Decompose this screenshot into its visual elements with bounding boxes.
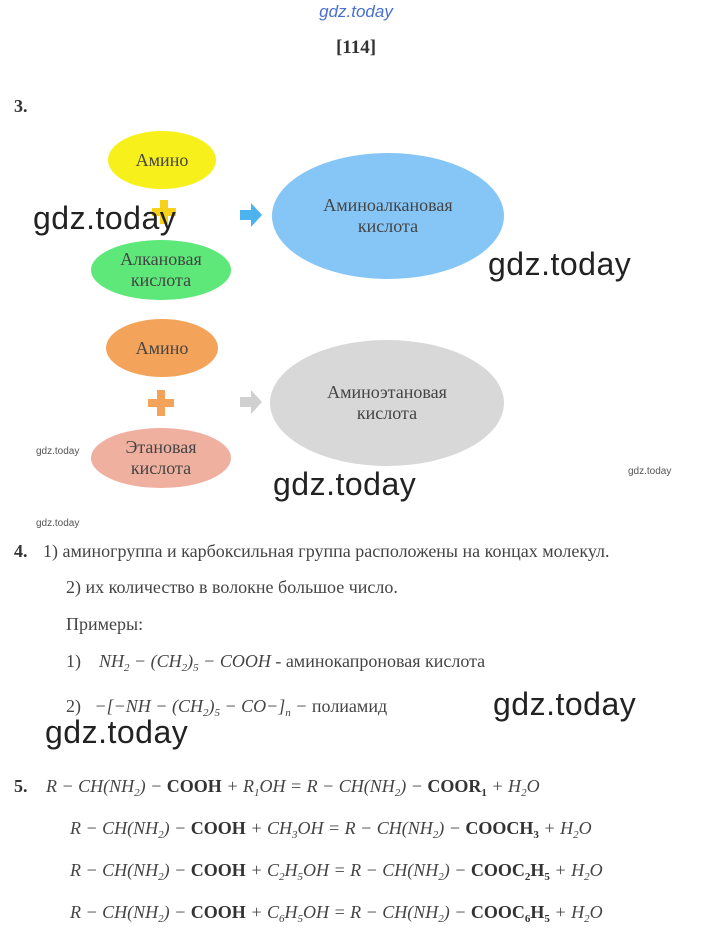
task-5-number: 5. (14, 776, 28, 796)
arrow-right-icon (240, 390, 262, 414)
watermark-small: gdz.today (36, 518, 80, 529)
watermark: gdz.today (273, 466, 417, 502)
equation-2: $R - CH(NH_2)$ − COOH + $CH_3OH = R - CH(NH_2)$ − $COOCH_3 + H_2O$ (70, 818, 592, 841)
diagram2-amino-label: Амино (135, 337, 189, 358)
equation-1: $R - CH(NH_2)$ − COOH + $R_1OH = R - CH(NH_2)$ − $COOR_1 + H_2O$ (46, 776, 540, 799)
watermark: gdz.today (488, 246, 632, 282)
diagram2-amino-ellipse (106, 319, 218, 377)
diagram2-ethane-line1: Этановая (125, 437, 197, 457)
watermark-small: gdz.today (36, 446, 80, 457)
task4-line2: 2) их количество в волокне большое число. (66, 577, 398, 597)
task4-example1 (66, 651, 485, 672)
task4-examples-label: Примеры: (66, 614, 144, 634)
diagram1-alkane-line1: Алкановая (120, 249, 202, 269)
watermark: gdz.today (33, 200, 177, 236)
diagram1-result-line2: кислота (357, 216, 419, 236)
equation-3: $R - CH(NH_2)$ − COOH + $C_2H_5OH = R - CH(NH_2)$ − $COOC_2H_5 + H_2O$ (70, 860, 603, 883)
diagram2-result-line2: кислота (356, 403, 418, 423)
watermark: gdz.today (493, 686, 637, 722)
arrow-right-icon (240, 203, 262, 227)
example1-formula: $NH_2 - (CH_2)_5$ − COOH (99, 651, 271, 674)
diagram1-alkane-line2: кислота (130, 270, 192, 290)
plus-icon (148, 390, 174, 416)
task4-example2 (66, 696, 387, 717)
example2-number: 2) (66, 696, 81, 716)
example1-number: 1) (66, 651, 81, 671)
task-3-number: 3. (14, 96, 28, 116)
diagram1-amino-ellipse (108, 131, 216, 189)
watermark: gdz.today (45, 714, 189, 750)
example1-name: - аминокапроновая кислота (275, 651, 486, 671)
page-number: [114] (335, 37, 377, 58)
task4-line1: 1) аминогруппа и карбоксильная группа расположены на концах молекул. (43, 541, 610, 561)
diagram2-result-ellipse (270, 340, 504, 466)
diagram2-result-line1: Аминоэтановая (327, 382, 447, 402)
task-4-number: 4. (14, 541, 28, 561)
diagram1-result-ellipse (272, 153, 504, 279)
diagram1-amino-label: Амино (135, 149, 189, 170)
diagram1-alkane-ellipse (91, 240, 231, 300)
diagram2-ethane-ellipse (91, 428, 231, 488)
example2-formula: $-[-NH - (CH_2)_5 - CO-]_n$ − (94, 696, 308, 719)
example2-name: полиамид (311, 696, 388, 716)
diagram2-ethane-line2: кислота (130, 458, 192, 478)
equation-4: $R - CH(NH_2)$ − COOH + $C_6H_5OH = R - CH(NH_2)$ − $COOC_6H_5 + H_2O$ (70, 902, 603, 925)
watermark-top: gdz.today (319, 2, 393, 21)
watermark-small: gdz.today (628, 466, 672, 477)
diagram1-result-line1: Аминоалкановая (323, 195, 453, 215)
